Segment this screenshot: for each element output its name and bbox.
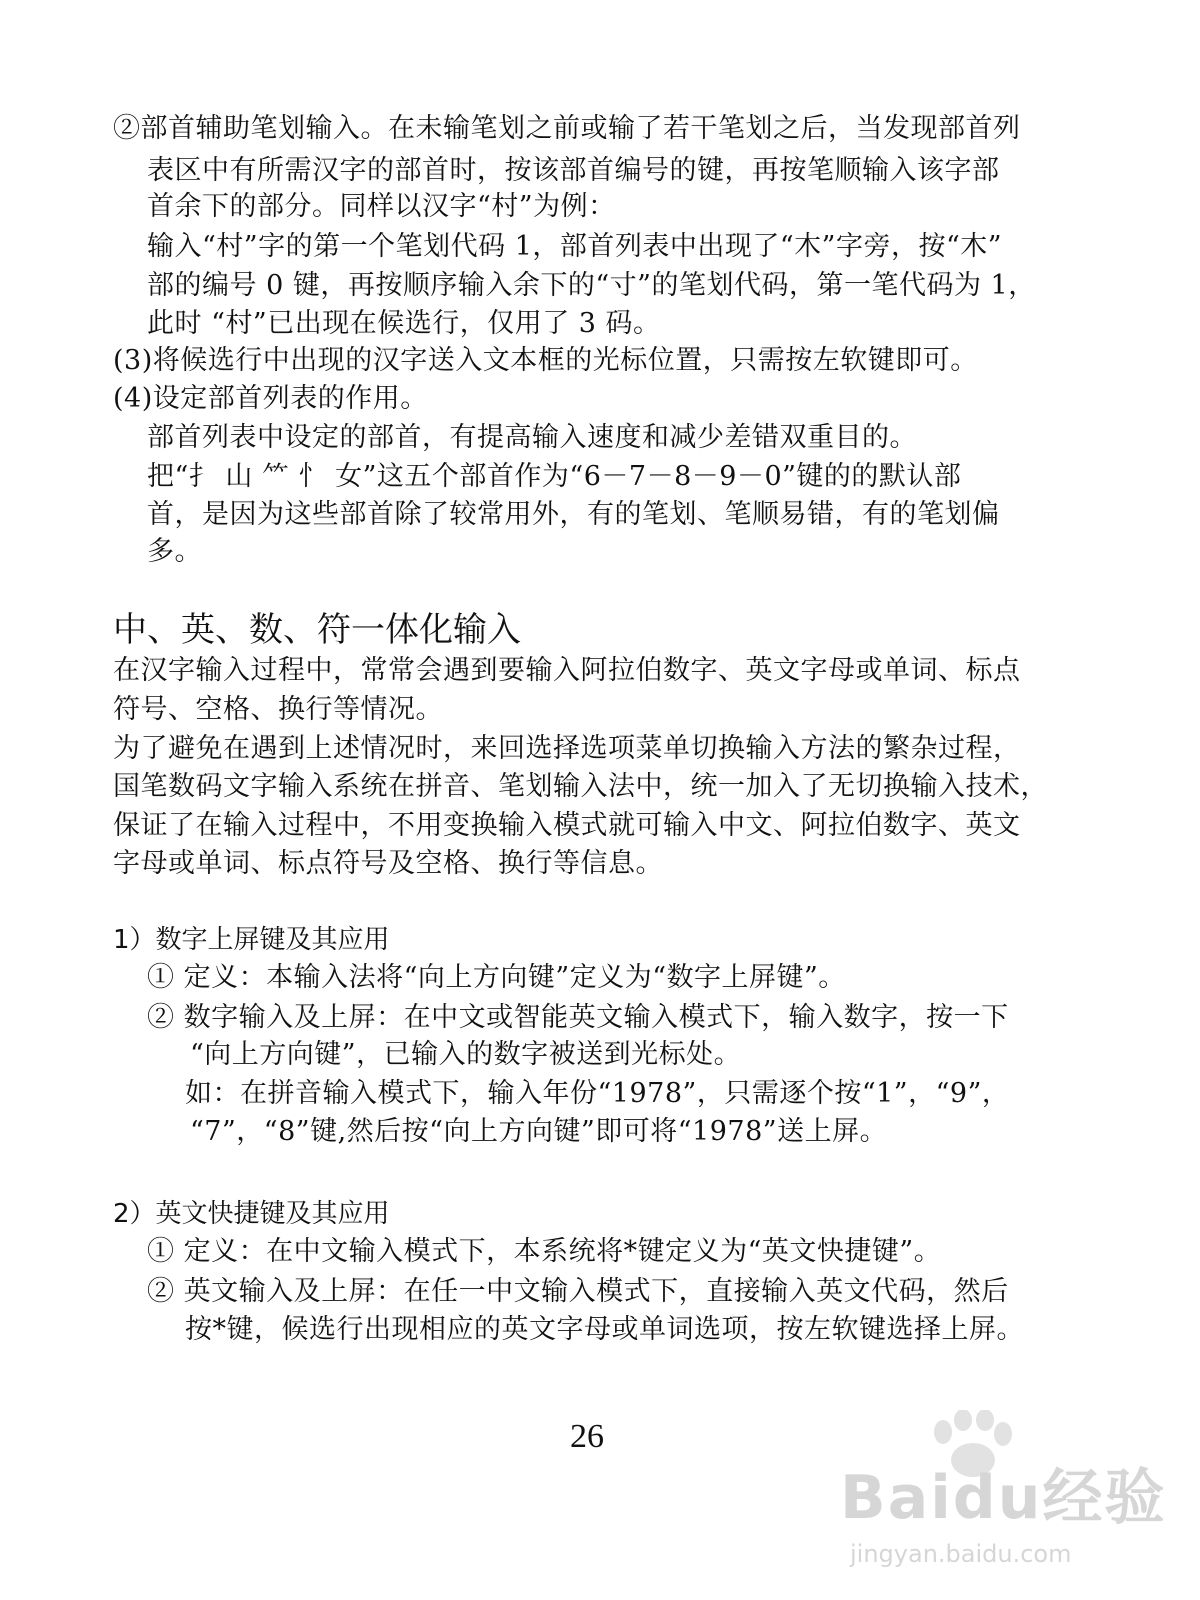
- text-line: 首余下的部分。同样以汉字“村”为例：: [147, 191, 616, 222]
- text-line: ① 定义：本输入法将“向上方向键”定义为“数字上屏键”。: [147, 962, 846, 993]
- text-line: ②部首辅助笔划输入。在未输笔划之前或输了若干笔划之后，当发现部首列: [113, 113, 1021, 144]
- text-line: 部的编号 0 键，再按顺序输入余下的“寸”的笔划代码，第一笔代码为 1，: [147, 270, 1036, 301]
- watermark-url: jingyan.baidu.com: [850, 1540, 1072, 1568]
- text-line: “向上方向键”，已输入的数字被送到光标处。: [190, 1039, 742, 1070]
- subsection-title: 2）英文快捷键及其应用: [113, 1199, 390, 1229]
- text-line: “7”，“8”键,然后按“向上方向键”即可将“1978”送上屏。: [190, 1116, 888, 1147]
- text-line: 国笔数码文字输入系统在拼音、笔划输入法中，统一加入了无切换输入技术，: [113, 771, 1048, 802]
- section-title: 中、英、数、符一体化输入: [113, 610, 521, 650]
- text-line: 多。: [147, 536, 202, 567]
- text-line: 首，是因为这些部首除了较常用外，有的笔划、笔顺易错，有的笔划偏: [147, 499, 1000, 530]
- text-line: (4)设定部首列表的作用。: [113, 383, 428, 414]
- text-line: 保证了在输入过程中，不用变换输入模式就可输入中文、阿拉伯数字、英文: [113, 810, 1021, 841]
- text-line: ② 英文输入及上屏：在任一中文输入模式下，直接输入英文代码，然后: [147, 1276, 1009, 1307]
- text-line: (3)将候选行中出现的汉字送入文本框的光标位置，只需按左软键即可。: [113, 345, 978, 376]
- watermark: [840, 1410, 1170, 1590]
- text-line: 符号、空格、换行等情况。: [113, 694, 443, 725]
- watermark-logo: Baidu经验: [840, 1463, 1167, 1533]
- page-number: 26: [570, 1418, 604, 1455]
- text-line: 如：在拼音输入模式下，输入年份“1978”，只需逐个按“1”，“9”，: [185, 1078, 1010, 1109]
- text-line: 按*键，候选行出现相应的英文字母或单词选项，按左软键选择上屏。: [185, 1314, 1024, 1345]
- text-line: 此时 “村”已出现在候选行，仅用了 3 码。: [147, 308, 661, 339]
- text-line: 在汉字输入过程中，常常会遇到要输入阿拉伯数字、英文字母或单词、标点: [113, 655, 1021, 686]
- text-line: 为了避免在遇到上述情况时，来回选择选项菜单切换输入方法的繁杂过程，: [113, 733, 1021, 764]
- subsection-title: 1）数字上屏键及其应用: [113, 925, 390, 955]
- text-line: 字母或单词、标点符号及空格、换行等信息。: [113, 848, 663, 879]
- text-line: ① 定义：在中文输入模式下，本系统将*键定义为“英文快捷键”。: [147, 1236, 942, 1267]
- text-line: 部首列表中设定的部首，有提高输入速度和减少差错双重目的。: [147, 422, 917, 453]
- text-line: 表区中有所需汉字的部首时，按该部首编号的键，再按笔顺输入该字部: [147, 155, 1000, 186]
- text-line: 把“扌 山 ⺮ 忄 女”这五个部首作为“6－7－8－9－0”键的的默认部: [147, 461, 962, 492]
- text-line: 输入“村”字的第一个笔划代码 1，部首列表中出现了“木”字旁，按“木”: [147, 231, 1003, 262]
- text-line: ② 数字输入及上屏：在中文或智能英文输入模式下，输入数字，按一下: [147, 1002, 1009, 1033]
